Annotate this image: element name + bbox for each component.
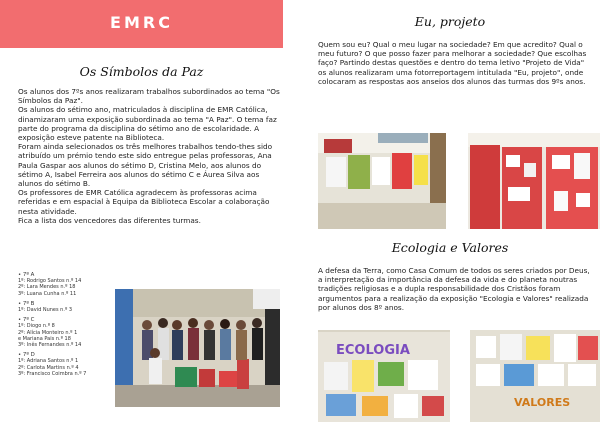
winner-entry: 1º: Diogo n.º 8 [18,323,55,330]
winner-entry: 1º: Adriana Santos n.º 1 [18,358,79,365]
winners-list [18,272,130,381]
article-body-eu-projeto: Quem sou eu? Qual o meu lugar na sociedade? Em que acredito? Qual o meu futuro? O que posso fazer para melhorar a sociedade? Que escolhas faço? Partindo destas questões e dentro do tema letivo "Projeto de Vida" os alunos realizaram uma fotorreportagem intitulada "Eu, projeto", onde colocaram as respostas aos anseios dos alunos das turmas dos 9ºs anos. [318,40,587,86]
winner-entry: 2º: Alícia Monteiro n.º 1 [18,329,78,336]
article-body-simbolos [18,87,283,225]
article-body-ecologia: A defesa da Terra, como Casa Comum de todos os seres criados por Deus, a interpretação da importância da defesa da vida e do planeta noutras tradições religiosas e a dupla responsabilidade dos Cristãos foram argumentos para a realização da exposição "Ecologia e Valores" realizada por alunos dos 8º anos. [318,266,590,312]
article-title-simbolos: Os Símbolos da Paz [79,64,204,79]
winner-entry: 3º: Inês Fernandes n.º 14 [18,342,82,349]
paragraph: Os professores de EMR Católica agradecem às professoras acima referidas e em espacial à Equipa da Biblioteca Escolar a colaboração nesta atividade. [18,188,270,216]
photo-eu-projeto-board [468,133,600,229]
article-title-eu-projeto: Eu, projeto [414,14,486,29]
paragraph: Foram ainda selecionados os três melhores trabalhos tendo-thes sido atribuído um prémio tendo este sido entregue pelas professoras, Ana Paula Gaspar aos alunos do sétimo D, Cristina Melo, aos alunos do sétimo A, Isabel Ferreira aos alunos do sétimo C e Áurea Silva aos alunos do sétimo B. [18,142,273,189]
winner-entry: 2º: Carlota Martins n.º 4 [18,364,79,371]
class-label: • 7º C [18,317,35,324]
photo-award-group [115,289,280,407]
class-label: • 7º A [18,272,35,278]
winner-entry: 3º: Francisco Coimbra n.º 7 [18,370,87,377]
winners-group [18,301,130,313]
photo-ecologia-board [318,330,450,422]
paragraph: Fica a lista dos vencedores das diferentes turmas. [18,215,201,225]
paragraph: Os alunos do sétimo ano, matriculados à disciplina de EMR Católica, dinamizaram uma exposição subordinada ao tema "A Paz". O tema faz parte do programa da disciplina do sétimo ano de escolaridade. A exposição esteve patente na Biblioteca. [18,105,277,143]
photo-eu-projeto-corridor [318,133,446,229]
winner-entry: 1º: David Nunes n.º 3 [18,307,73,314]
winner-entry: e Mariana Pais n.º 18 [18,335,71,342]
winner-entry: 2º: Lara Mendes n.º 18 [18,284,76,291]
class-label: • 7º B [18,300,35,307]
section-banner [0,0,283,48]
photo-valores-board [470,330,600,422]
winners-group [18,352,130,377]
paragraph: Os alunos dos 7ºs anos realizaram trabalhos subordinados ao tema "Os Símbolos da Paz". [18,87,280,106]
valores-lettering: VALORES [514,396,571,409]
winners-group [18,317,130,348]
class-label: • 7º D [18,352,35,359]
banner-title: EMRC [110,13,173,32]
winner-entry: 3º: Luana Cunha n.º 11 [18,290,77,297]
winners-group [18,272,130,297]
winner-entry: 1º: Rodrigo Santos n.º 14 [18,278,82,285]
article-title-ecologia: Ecologia e Valores [391,240,509,255]
ecologia-lettering: ECOLOGIA [336,343,410,358]
